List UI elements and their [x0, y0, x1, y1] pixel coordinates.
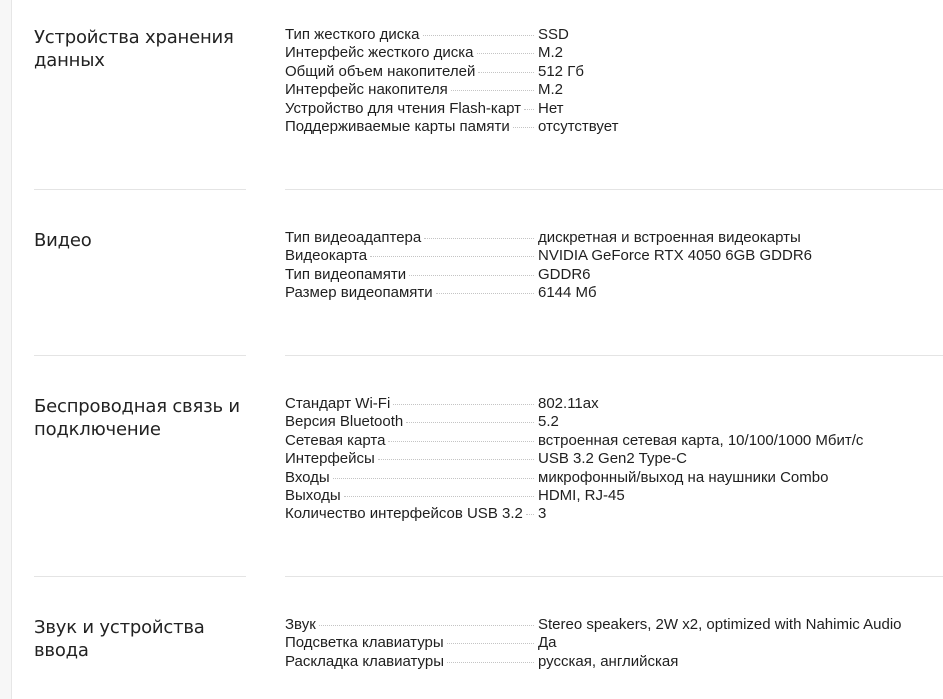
dot-leader	[319, 625, 534, 626]
spec-row	[285, 44, 943, 62]
section-divider	[285, 189, 943, 190]
spec-value: M.2	[538, 81, 564, 99]
spec-row	[285, 247, 943, 265]
spec-label: Размер видеопамяти	[285, 284, 433, 302]
spec-value: 3	[538, 505, 547, 523]
spec-value: HDMI, RJ-45	[538, 486, 625, 504]
dot-leader	[388, 441, 534, 442]
spec-row	[285, 395, 943, 413]
dot-leader	[526, 514, 534, 515]
spec-row	[285, 487, 943, 505]
spec-value: NVIDIA GeForce RTX 4050 6GB GDDR6	[538, 247, 812, 265]
section-title: Беспроводная связь и подключение	[34, 396, 240, 440]
section-divider	[34, 189, 246, 190]
dot-leader	[370, 256, 534, 257]
spec-value: встроенная сетевая карта, 10/100/1000 Мбит/с	[538, 431, 864, 449]
spec-value: микрофонный/выход на наушники Combo	[538, 468, 829, 486]
spec-value: M.2	[538, 44, 564, 62]
section-divider	[34, 355, 246, 356]
spec-row	[285, 26, 943, 44]
spec-row	[285, 634, 943, 652]
spec-value: Да	[538, 634, 557, 652]
spec-row	[285, 266, 943, 284]
dot-leader	[447, 662, 534, 663]
spec-row	[285, 432, 943, 450]
spec-label: Звук	[285, 616, 316, 633]
spec-value: USB 3.2 Gen2 Type-C	[538, 450, 687, 468]
dot-leader	[478, 72, 534, 73]
spec-label: Интерфейс накопителя	[285, 81, 448, 99]
dot-leader	[409, 275, 534, 276]
spec-label: Устройство для чтения Flash-карт	[285, 99, 522, 117]
spec-value: русская, английская	[538, 652, 679, 670]
spec-row	[285, 505, 943, 523]
spec-value: GDDR6	[538, 265, 591, 283]
dot-leader	[477, 53, 534, 54]
spec-value: 802.11ax	[538, 395, 599, 412]
section-title: Устройства хранения данных	[34, 27, 234, 71]
section-divider	[285, 355, 943, 356]
dot-leader	[436, 293, 534, 294]
spec-value: Stereo speakers, 2W x2, optimized with Nahimic Audio	[538, 616, 902, 633]
spec-row	[285, 469, 943, 487]
spec-label: Выходы	[285, 486, 341, 504]
spec-row	[285, 229, 943, 247]
section-divider	[34, 576, 246, 577]
spec-value: 512 Гб	[538, 62, 584, 80]
spec-value: Нет	[538, 99, 564, 117]
spec-list	[285, 616, 943, 671]
section-title: Звук и устройства ввода	[34, 617, 205, 661]
spec-value: дискретная и встроенная видеокарты	[538, 229, 801, 246]
spec-label: Количество интерфейсов USB 3.2	[285, 505, 523, 523]
page-left-edge	[0, 0, 12, 699]
spec-row	[285, 63, 943, 81]
dot-leader	[524, 109, 534, 110]
spec-label: Сетевая карта	[285, 431, 386, 449]
spec-row	[285, 653, 943, 671]
spec-label: Тип видеоадаптера	[285, 229, 422, 246]
spec-row	[285, 450, 943, 468]
dot-leader	[513, 127, 534, 128]
dot-leader	[378, 459, 534, 460]
spec-value: 6144 Мб	[538, 284, 597, 302]
dot-leader	[447, 643, 534, 644]
spec-row	[285, 616, 943, 634]
spec-list	[285, 26, 943, 136]
spec-list	[285, 395, 943, 524]
spec-label: Версия Bluetooth	[285, 413, 404, 431]
spec-label: Тип видеопамяти	[285, 265, 407, 283]
spec-label: Интерфейсы	[285, 450, 375, 468]
spec-label: Интерфейс жесткого диска	[285, 44, 474, 62]
dot-leader	[451, 90, 534, 91]
spec-label: Стандарт Wi-Fi	[285, 395, 391, 412]
spec-label: Поддерживаемые карты памяти	[285, 117, 510, 135]
spec-row	[285, 100, 943, 118]
spec-value: 5.2	[538, 413, 559, 431]
spec-list	[285, 229, 943, 303]
section-divider	[285, 576, 943, 577]
spec-label: Входы	[285, 468, 330, 486]
spec-label: Раскладка клавиатуры	[285, 652, 445, 670]
dot-leader	[393, 404, 534, 405]
section-title: Видео	[34, 230, 92, 251]
spec-row	[285, 284, 943, 302]
spec-label: Подсветка клавиатуры	[285, 634, 444, 652]
dot-leader	[423, 35, 534, 36]
spec-value: отсутствует	[538, 117, 619, 135]
spec-row	[285, 118, 943, 136]
spec-row	[285, 81, 943, 99]
spec-label: Общий объем накопителей	[285, 62, 476, 80]
spec-label: Тип жесткого диска	[285, 26, 420, 43]
dot-leader	[406, 422, 534, 423]
dot-leader	[344, 496, 534, 497]
spec-value: SSD	[538, 26, 569, 43]
spec-row	[285, 413, 943, 431]
spec-label: Видеокарта	[285, 247, 368, 265]
dot-leader	[424, 238, 534, 239]
dot-leader	[333, 478, 534, 479]
